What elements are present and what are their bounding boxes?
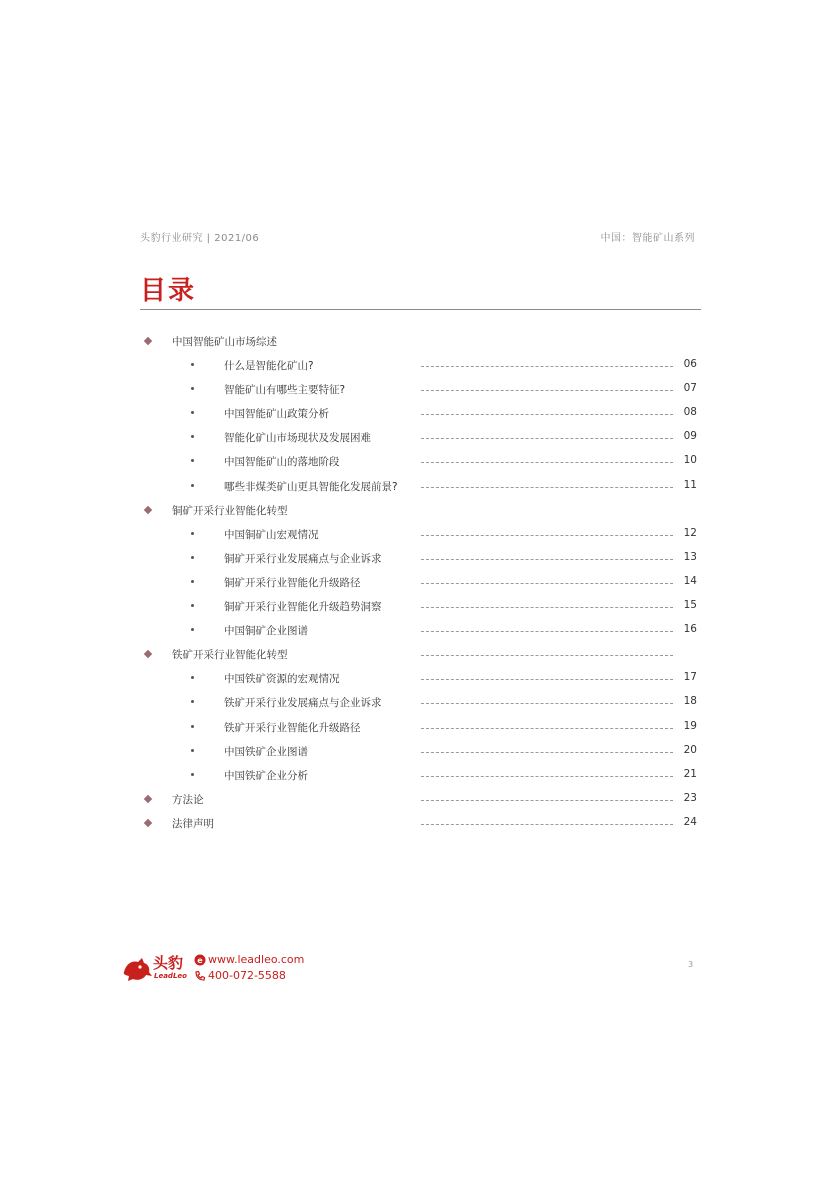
dotted-leader: [421, 390, 673, 391]
phone-number: 400-072-5588: [208, 969, 286, 982]
dot-bullet-icon: [191, 725, 194, 728]
toc-item-row[interactable]: [140, 477, 701, 501]
toc-label: 中国智能矿山市场综述: [172, 336, 277, 348]
toc-label: 中国铜矿山宏观情况: [224, 528, 319, 541]
toc-item-row[interactable]: [140, 766, 701, 790]
toc-item-row[interactable]: [140, 669, 701, 693]
toc-label: 智能矿山有哪些主要特征?: [224, 384, 346, 397]
toc-label: 中国铁矿企业分析: [224, 769, 308, 782]
toc-label: 中国智能矿山的落地阶段: [224, 456, 340, 469]
toc-page-number: 12: [683, 526, 697, 539]
toc-label: 铁矿开采行业发展痛点与企业诉求: [224, 697, 382, 710]
toc-item-row[interactable]: [140, 693, 701, 717]
toc-page-number: 14: [683, 574, 697, 587]
diamond-bullet-icon: [144, 795, 152, 803]
toc-item-row[interactable]: [140, 428, 701, 452]
phone-icon: [194, 970, 206, 982]
toc-section-row[interactable]: [140, 332, 701, 356]
toc-label: 铁矿开采行业智能化转型: [172, 649, 288, 662]
dot-bullet-icon: [191, 484, 194, 487]
toc-item-row[interactable]: [140, 742, 701, 766]
toc-page-number: 10: [683, 454, 697, 467]
dotted-leader: [421, 487, 673, 488]
dotted-leader: [421, 535, 673, 536]
dot-bullet-icon: [191, 411, 194, 414]
dot-bullet-icon: [191, 435, 194, 438]
toc-page-number: 13: [683, 550, 697, 563]
title-divider: [140, 309, 701, 310]
toc-label: 方法论: [172, 793, 204, 806]
dotted-leader: [421, 800, 673, 801]
toc-label: 哪些非煤类矿山更具智能化发展前景?: [224, 480, 398, 493]
dotted-leader: [421, 655, 673, 656]
header-right: 中国：智能矿山系列: [600, 233, 695, 244]
svg-text:e: e: [197, 956, 203, 965]
diamond-bullet-icon: [144, 505, 152, 513]
toc-section-row[interactable]: [140, 814, 701, 838]
dot-bullet-icon: [191, 700, 194, 703]
dot-bullet-icon: [191, 532, 194, 535]
toc-label: 铜矿开采行业智能化升级路径: [224, 576, 361, 589]
dotted-leader: [421, 438, 673, 439]
toc-page-number: 23: [683, 791, 697, 804]
toc-page-number: 18: [683, 695, 697, 708]
toc-label: 法律声明: [172, 817, 214, 830]
toc-item-row[interactable]: [140, 573, 701, 597]
toc-label: 中国铁矿资源的宏观情况: [224, 673, 340, 686]
toc-item-row[interactable]: [140, 380, 701, 404]
dot-bullet-icon: [191, 628, 194, 631]
toc-item-row[interactable]: [140, 404, 701, 428]
dot-bullet-icon: [191, 604, 194, 607]
toc-label: 铜矿开采行业发展痛点与企业诉求: [224, 552, 382, 565]
dotted-leader: [421, 559, 673, 560]
dotted-leader: [421, 366, 673, 367]
toc-page-number: 17: [683, 671, 697, 684]
dotted-leader: [421, 414, 673, 415]
toc-section-row[interactable]: [140, 645, 701, 669]
toc-label: 中国铁矿企业图谱: [224, 745, 308, 758]
toc-label: 中国铜矿企业图谱: [224, 625, 308, 638]
dot-bullet-icon: [191, 773, 194, 776]
diamond-bullet-icon: [144, 819, 152, 827]
toc-item-row[interactable]: [140, 452, 701, 476]
header-left: 头豹行业研究 | 2021/06: [140, 233, 260, 244]
dotted-leader: [421, 824, 673, 825]
logo-subtitle: LeadLeo: [154, 972, 187, 980]
toc-label: 铜矿开采行业智能化转型: [172, 504, 288, 517]
toc-label: 智能化矿山市场现状及发展困难: [224, 432, 371, 445]
dot-bullet-icon: [191, 676, 194, 679]
web-icon: [194, 954, 206, 966]
page-number: 3: [688, 960, 694, 969]
dot-bullet-icon: [191, 459, 194, 462]
website-link[interactable]: www.leadleo.com: [208, 953, 305, 966]
toc-page-number: 20: [683, 743, 697, 756]
dotted-leader: [421, 752, 673, 753]
dot-bullet-icon: [191, 556, 194, 559]
toc-label: 什么是智能化矿山?: [224, 360, 314, 373]
table-of-contents: [140, 332, 701, 838]
toc-section-row[interactable]: [140, 501, 701, 525]
toc-label: 铁矿开采行业智能化升级路径: [224, 721, 361, 734]
dotted-leader: [421, 583, 673, 584]
toc-item-row[interactable]: [140, 718, 701, 742]
toc-page-number: 21: [683, 767, 697, 780]
dotted-leader: [421, 679, 673, 680]
dot-bullet-icon: [191, 363, 194, 366]
toc-page-number: 16: [683, 623, 697, 636]
logo-name: 头豹: [153, 954, 184, 972]
page-title: 目录: [140, 276, 197, 306]
toc-page-number: 11: [683, 478, 697, 491]
toc-page-number: 06: [683, 358, 697, 371]
toc-page-number: 07: [683, 382, 697, 395]
dotted-leader: [421, 607, 673, 608]
diamond-bullet-icon: [144, 650, 152, 658]
toc-section-row[interactable]: [140, 790, 701, 814]
toc-label: 铜矿开采行业智能化升级趋势洞察: [224, 601, 382, 614]
diamond-bullet-icon: [144, 337, 152, 345]
dotted-leader: [421, 631, 673, 632]
toc-item-row[interactable]: [140, 621, 701, 645]
toc-page-number: 15: [683, 599, 697, 612]
toc-page-number: 24: [683, 815, 697, 828]
dot-bullet-icon: [191, 749, 194, 752]
toc-label: 中国智能矿山政策分析: [224, 408, 329, 421]
dotted-leader: [421, 462, 673, 463]
toc-item-row[interactable]: [140, 525, 701, 549]
toc-page-number: 19: [683, 719, 697, 732]
dot-bullet-icon: [191, 580, 194, 583]
toc-item-row[interactable]: [140, 356, 701, 380]
dotted-leader: [421, 703, 673, 704]
dotted-leader: [421, 728, 673, 729]
toc-page-number: 08: [683, 406, 697, 419]
toc-item-row[interactable]: [140, 597, 701, 621]
dotted-leader: [421, 776, 673, 777]
toc-item-row[interactable]: [140, 549, 701, 573]
dot-bullet-icon: [191, 387, 194, 390]
toc-page-number: 09: [683, 430, 697, 443]
